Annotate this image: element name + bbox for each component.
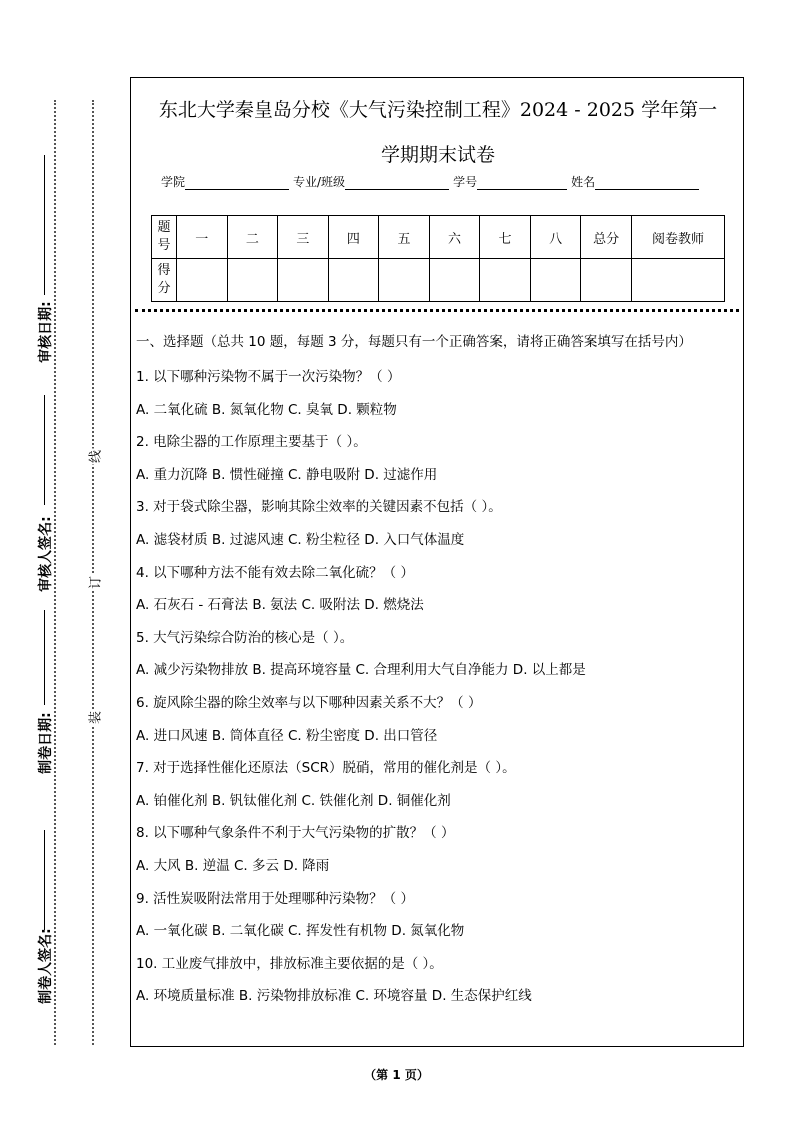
field-label-student-id: 学号 <box>453 175 478 189</box>
question-1-options: A. 二氧化硫 B. 氮氧化物 C. 臭氧 D. 颗粒物 <box>136 401 397 418</box>
score-cell-2[interactable] <box>227 259 278 302</box>
row-label-score: 得分 <box>152 259 177 302</box>
score-cell-6[interactable] <box>429 259 480 302</box>
signature-line-compile-date <box>44 610 45 705</box>
binding-mark-bind: 装 <box>85 710 104 726</box>
score-cell-4[interactable] <box>328 259 379 302</box>
review-date-label: 审核日期: <box>38 301 54 363</box>
binding-mark-staple: 订 <box>85 575 104 591</box>
major-class-input[interactable] <box>345 177 449 190</box>
question-10: 10. 工业废气排放中，排放标准主要依据的是（ ）。 <box>136 955 443 972</box>
student-id-input[interactable] <box>477 177 567 190</box>
score-cell-total[interactable] <box>581 259 632 302</box>
question-9: 9. 活性炭吸附法常用于处理哪种污染物？（ ） <box>136 890 414 907</box>
section-instructions: 一、选择题（总共 10 题，每题 3 分，每题只有一个正确答案，请将正确答案填写在括号内） <box>136 334 692 350</box>
student-info-row <box>161 173 721 190</box>
signature-line-reviewer <box>44 395 45 505</box>
question-9-options: A. 一氧化碳 B. 二氧化碳 C. 挥发性有机物 D. 氮氧化物 <box>136 923 465 940</box>
question-7: 7. 对于选择性催化还原法（SCR）脱硝，常用的催化剂是（ ）。 <box>136 760 516 777</box>
col-8: 八 <box>530 216 581 259</box>
field-label-major-class: 专业/班级 <box>293 175 346 189</box>
college-input[interactable] <box>185 177 289 190</box>
binding-dotted-line-inner <box>92 100 100 1045</box>
section-divider <box>135 309 739 312</box>
reviewer-signature-label: 审核人签名: <box>38 516 54 592</box>
question-section <box>136 331 739 1013</box>
exam-frame <box>130 77 744 1047</box>
row-label-question-no: 题号 <box>152 216 177 259</box>
field-label-college: 学院 <box>161 175 186 189</box>
question-3: 3. 对于袋式除尘器，影响其除尘效率的关键因素不包括（ ）。 <box>136 499 502 516</box>
question-7-options: A. 铂催化剂 B. 钒钛催化剂 C. 铁催化剂 D. 铜催化剂 <box>136 792 451 809</box>
question-10-options: A. 环境质量标准 B. 污染物排放标准 C. 环境容量 D. 生态保护红线 <box>136 988 532 1005</box>
question-1: 1. 以下哪种污染物不属于一次污染物？（ ） <box>136 369 401 385</box>
col-grader: 阅卷教师 <box>632 216 725 259</box>
score-cell-8[interactable] <box>530 259 581 302</box>
score-table <box>151 215 725 302</box>
score-cell-5[interactable] <box>379 259 430 302</box>
col-1: 一 <box>177 216 228 259</box>
question-3-options: A. 滤袋材质 B. 过滤风速 C. 粉尘粒径 D. 入口气体温度 <box>136 531 465 548</box>
field-label-name: 姓名 <box>571 175 596 189</box>
question-5: 5. 大气污染综合防治的核心是（ ）。 <box>136 629 354 646</box>
score-cell-3[interactable] <box>278 259 329 302</box>
question-2-options: A. 重力沉降 B. 惯性碰撞 C. 静电吸附 D. 过滤作用 <box>136 466 438 483</box>
col-2: 二 <box>227 216 278 259</box>
question-4-options: A. 石灰石 - 石膏法 B. 氨法 C. 吸附法 D. 燃烧法 <box>136 597 424 614</box>
score-cell-grader[interactable] <box>632 259 725 302</box>
name-input[interactable] <box>595 177 699 190</box>
exam-title <box>131 88 745 178</box>
binding-mark-line: 线 <box>85 449 104 465</box>
exam-title-line1: 东北大学秦皇岛分校《大气污染控制工程》2024 - 2025 学年第一 <box>158 99 718 121</box>
score-table-header-row <box>152 216 725 259</box>
col-7: 七 <box>480 216 531 259</box>
score-table-score-row <box>152 259 725 302</box>
col-6: 六 <box>429 216 480 259</box>
score-cell-7[interactable] <box>480 259 531 302</box>
question-2: 2. 电除尘器的工作原理主要基于（ ）。 <box>136 434 367 451</box>
signature-line-review-date <box>44 155 45 295</box>
col-5: 五 <box>379 216 430 259</box>
score-cell-1[interactable] <box>177 259 228 302</box>
question-6: 6. 旋风除尘器的除尘效率与以下哪种因素关系不大？（ ） <box>136 694 482 711</box>
exam-title-line2: 学期期末试卷 <box>380 144 495 166</box>
question-4: 4. 以下哪种方法不能有效去除二氧化硫？（ ） <box>136 564 414 581</box>
signature-line-compiler <box>44 830 45 930</box>
question-5-options: A. 减少污染物排放 B. 提高环境容量 C. 合理利用大气自净能力 D. 以上都是 <box>136 662 586 679</box>
question-8: 8. 以下哪种气象条件不利于大气污染物的扩散？（ ） <box>136 825 455 842</box>
page-number: （第 1 页） <box>364 1068 429 1082</box>
compile-date-label: 制卷日期: <box>38 712 54 774</box>
col-4: 四 <box>328 216 379 259</box>
binding-dotted-line-outer <box>54 100 62 1045</box>
question-8-options: A. 大风 B. 逆温 C. 多云 D. 降雨 <box>136 857 330 874</box>
question-6-options: A. 进口风速 B. 筒体直径 C. 粉尘密度 D. 出口管径 <box>136 727 438 744</box>
compiler-signature-label: 制卷人签名: <box>38 928 54 1004</box>
col-3: 三 <box>278 216 329 259</box>
col-total: 总分 <box>581 216 632 259</box>
